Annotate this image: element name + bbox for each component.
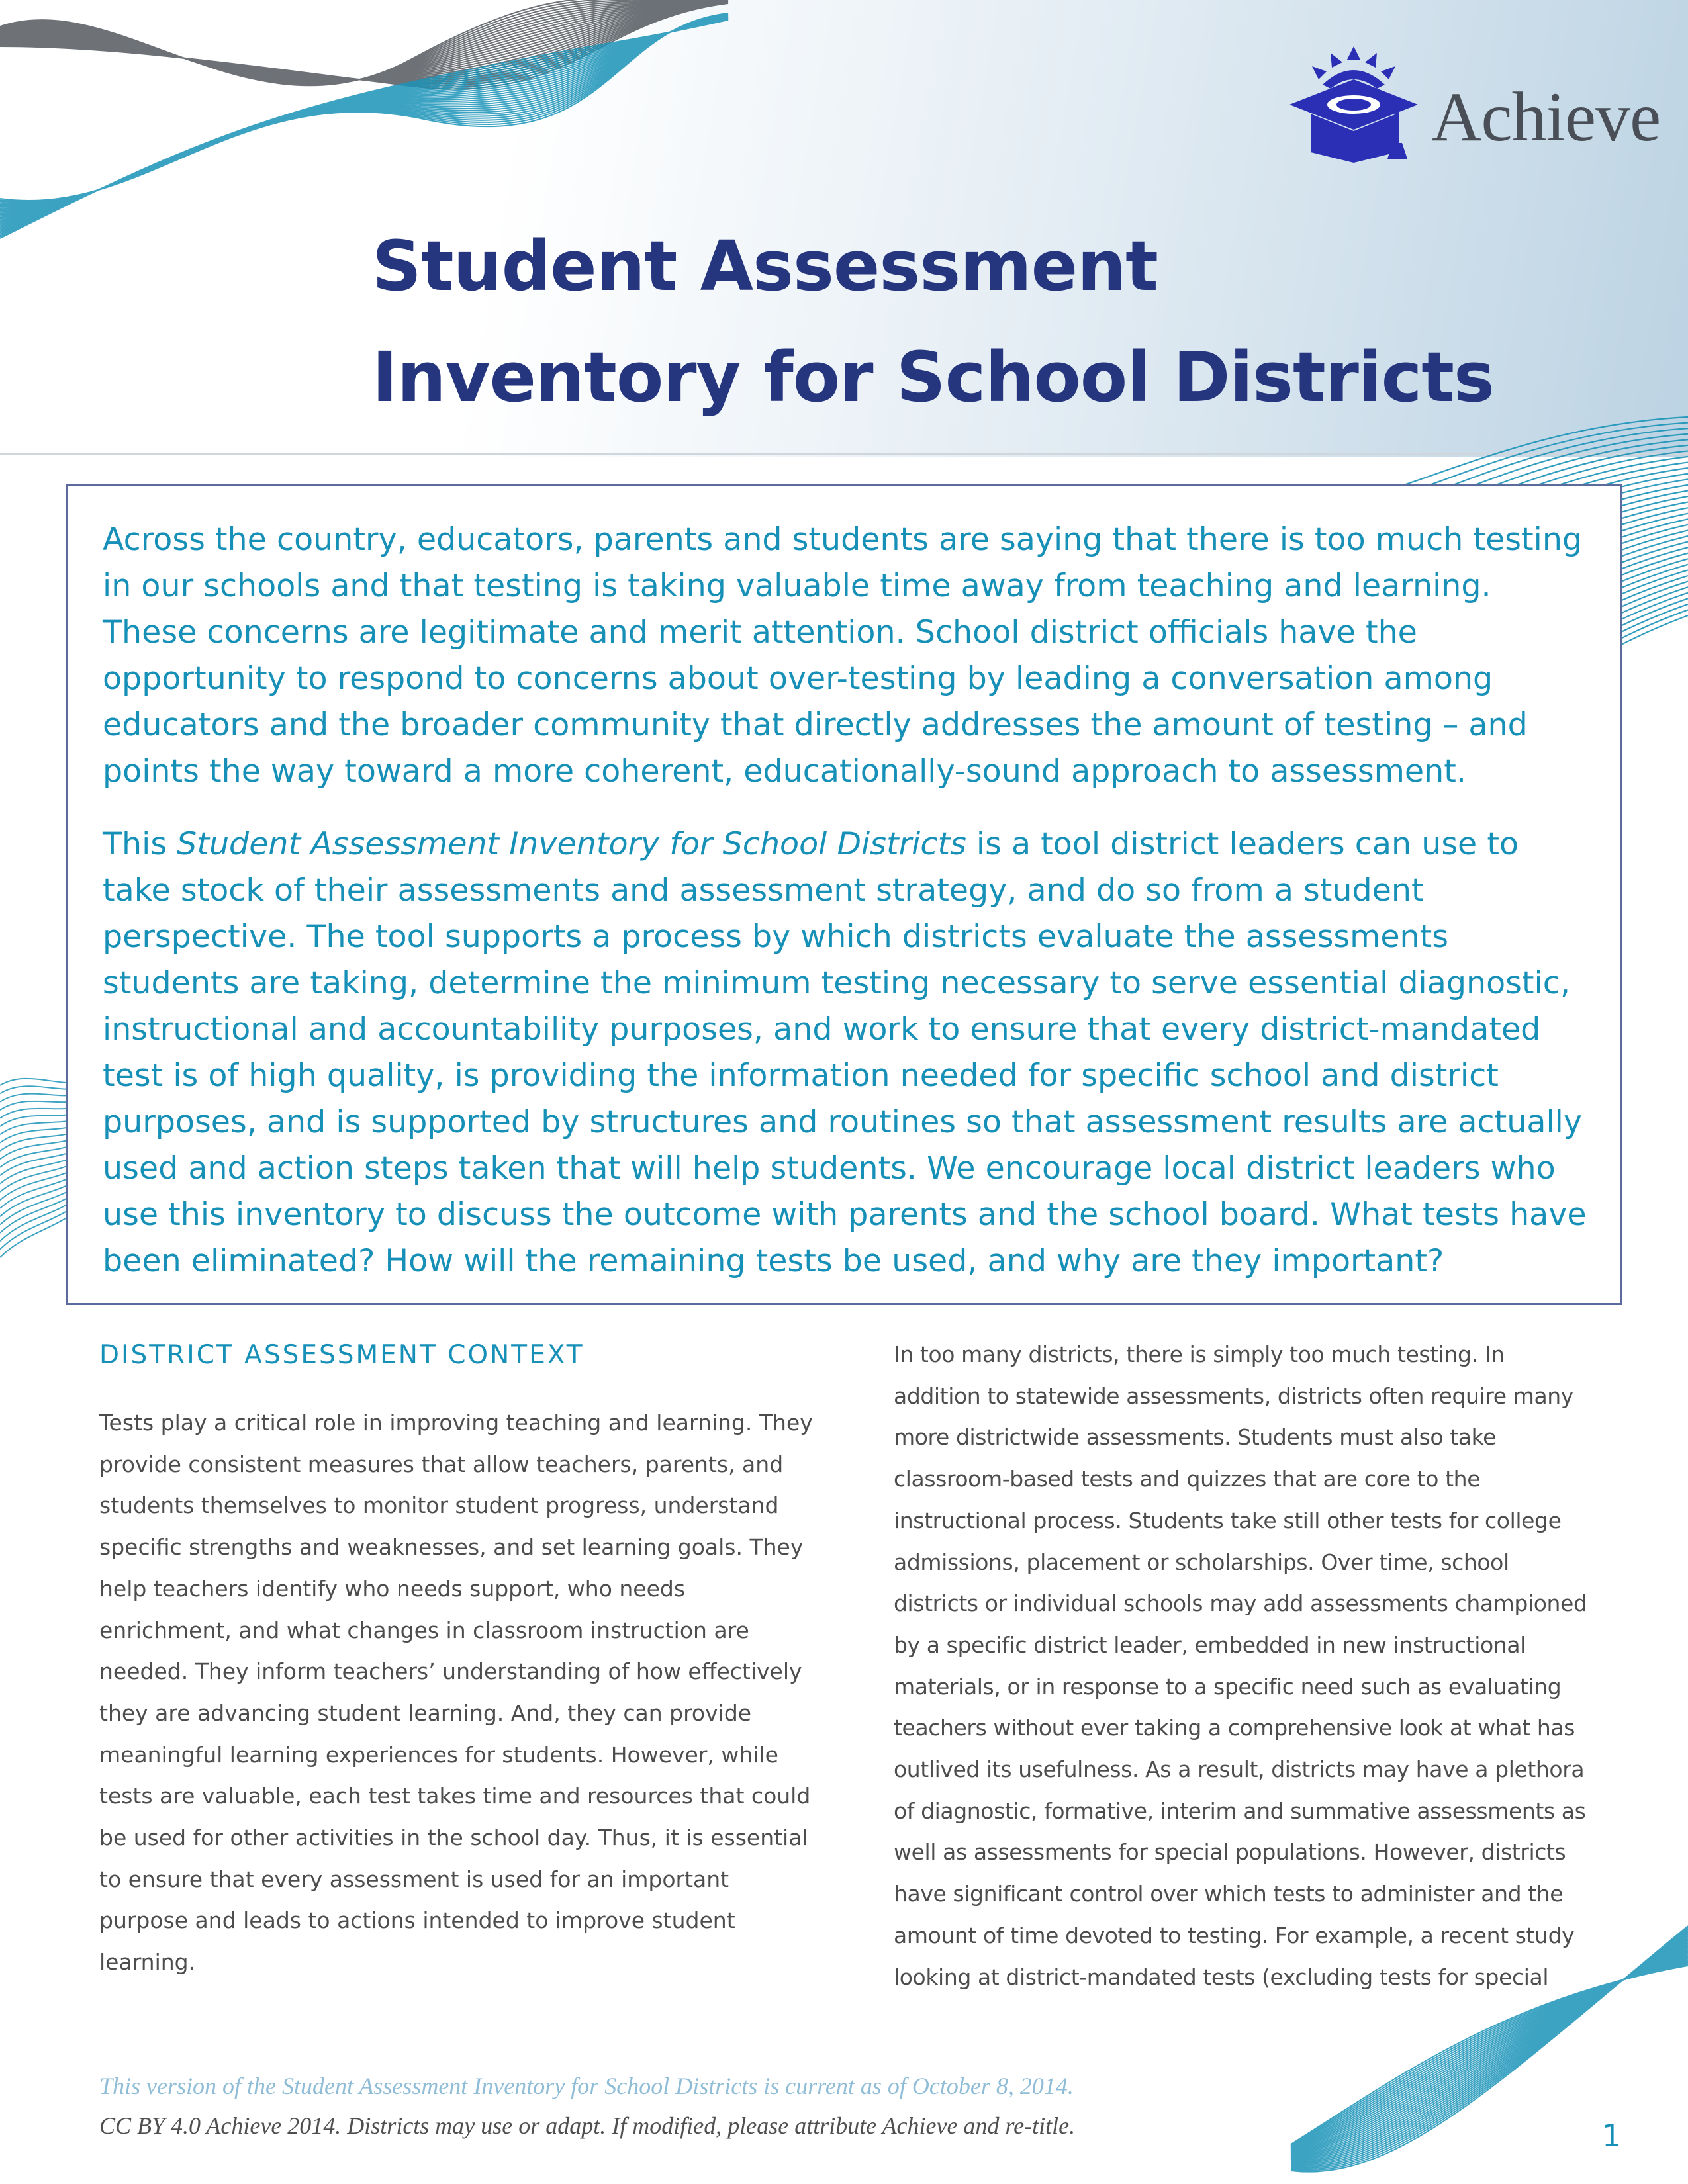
footer-version-note: This version of the Student Assessment Inventory for School Districts is current as of October 8, 2014. xyxy=(99,2073,1074,2099)
graduation-cap-icon xyxy=(1284,41,1423,167)
brand-name: Achieve xyxy=(1431,78,1661,156)
intro-paragraph-2 xyxy=(103,821,1587,1285)
context-left-paragraph: Tests play a critical role in improving teaching and learning. They provide consistent measures that allow teachers, parents, and students themselves to monitor student progress, understand specific strengths and weaknesses, and set learning goals. They help teachers identify who needs support, who needs enrichment, and what changes in classroom instruction are needed. They inform teachers’ understanding of how effectively they are advancing student learning. And, they can provide meaningful learning experiences for students. However, while tests are valuable, each test takes time and resources that could be used for other activities in the school day. Thus, it is essential to ensure that every assessment is used for an important purpose and leads to actions intended to improve student learning. xyxy=(99,1410,813,1976)
context-left-column xyxy=(99,1334,821,1983)
page-number: 1 xyxy=(1602,2118,1622,2154)
context-right-paragraph: In too many districts, there is simply too much testing. In addition to statewide assessments, districts often require many more districtwide assessments. Students must also take classroom-based tests and quizzes that are core to the instructional process. Students take still other tests for college admissions, placement or scholarships. Over time, school districts or individual schools may add assessments championed by a specific district leader, embedded in new instructional materials, or in response to a specific need such as evaluating teachers without ever taking a comprehensive look at what has outlived its usefulness. As a result, districts may have a plethora of diagnostic, formative, interim and summative assessments as well as assessments for special populations. However, districts have significant control over which tests to administer and the amount of time devoted to testing. For example, a recent study looking at district-mandated tests (excluding tests for special xyxy=(894,1342,1587,1990)
title-line-1: Student Assessment xyxy=(372,226,1158,306)
section-heading: DISTRICT ASSESSMENT CONTEXT xyxy=(99,1340,585,1370)
intro-paragraph-2-body: is a tool district leaders can use to take stock of their assessments and assessment strategy, and do so from a student perspective. The tool supports a process by which districts evaluate the assessments students are taking, determine the minimum testing necessary to serve essential diagnostic, instructional and accountability purposes, and work to ensure that every district-mandated test is of high quality, is providing the information needed for specific school and district purposes, and is supported by structures and routines so that assessment results are actually used and action steps taken that will help students. We encourage local district leaders who use this inventory to discuss the outcome with parents and the school board. What tests have been eliminated? How will the remaining tests be used, and why are they important? xyxy=(103,826,1587,1279)
intro-callout-box xyxy=(66,484,1622,1305)
footer xyxy=(99,2066,1423,2146)
achieve-logo xyxy=(1284,41,1661,167)
intro-paragraph-2-prefix: This xyxy=(103,826,177,862)
title-line-2: Inventory for School Districts xyxy=(372,337,1494,418)
intro-document-title: Student Assessment Inventory for School Districts xyxy=(177,826,966,862)
page-title xyxy=(372,210,1550,433)
footer-license: CC BY 4.0 Achieve 2014. Districts may use or adapt. If modified, please attribute Achieve and re-title. xyxy=(99,2113,1076,2139)
context-right-column xyxy=(894,1334,1595,1998)
intro-paragraph-1: Across the country, educators, parents and students are saying that there is too much testing in our schools and that testing is taking valuable time away from teaching and learning. These concerns are legitimate and merit attention. School district officials have the opportunity to respond to concerns about over-testing by leading a conversation among educators and the broader community that directly addresses the amount of testing – and points the way toward a more coherent, educationally-sound approach to assessment. xyxy=(103,522,1583,790)
